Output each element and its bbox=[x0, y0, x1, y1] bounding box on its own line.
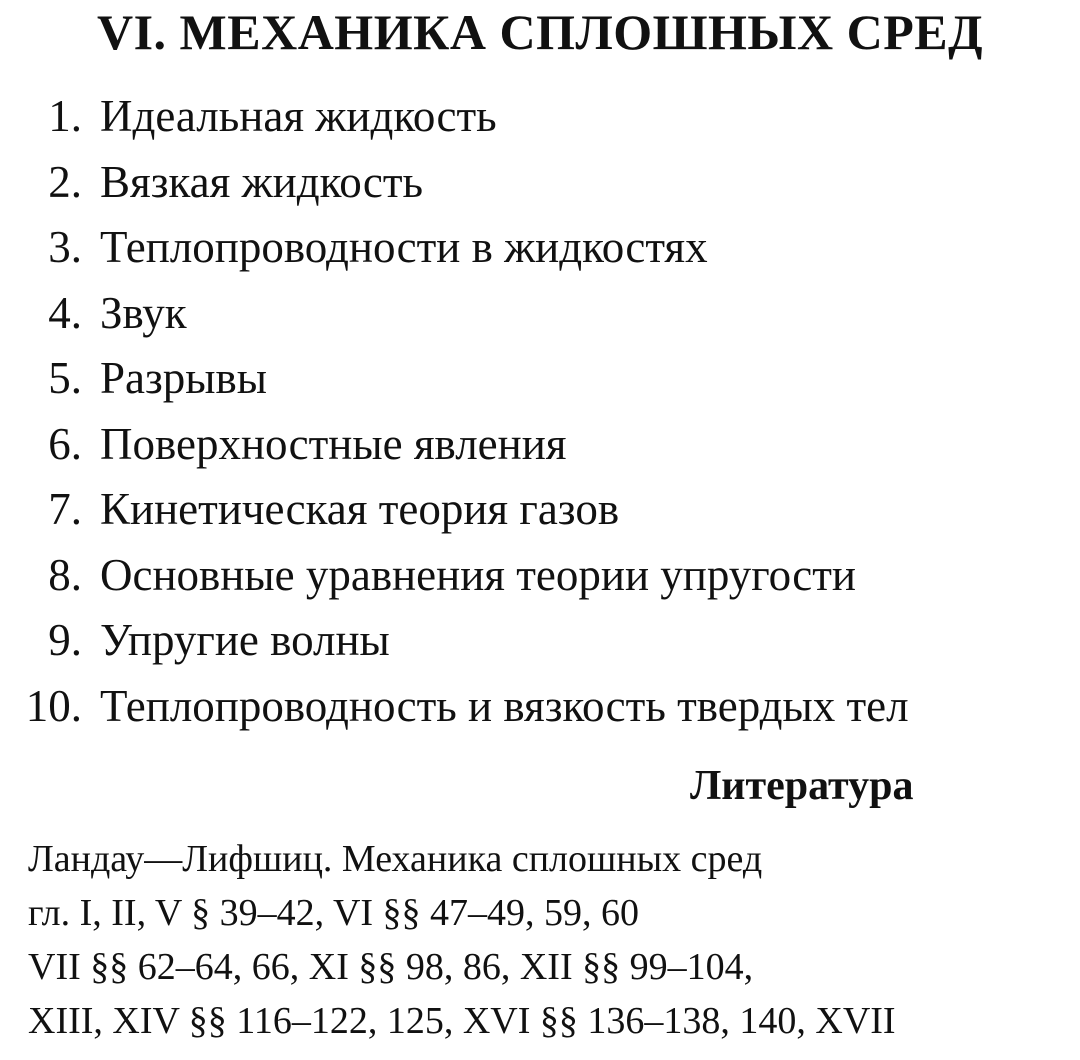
topic-number: 1. bbox=[48, 91, 82, 141]
topic-label: Идеальная жидкость bbox=[100, 91, 497, 141]
topic-label: Кинетическая теория газов bbox=[100, 484, 620, 534]
topic-number: 2. bbox=[48, 156, 82, 207]
topic-item bbox=[0, 477, 1080, 543]
topic-number: 7. bbox=[48, 484, 82, 534]
topic-label: Звук bbox=[100, 287, 187, 338]
topic-number: 6. bbox=[48, 418, 82, 469]
literature-references bbox=[28, 832, 896, 1048]
topic-label: Основные уравнения теории упругости bbox=[100, 549, 856, 600]
topic-number: 4. bbox=[48, 287, 82, 338]
topic-item bbox=[0, 608, 1080, 674]
topic-item bbox=[0, 150, 1080, 216]
reference-line: Ландау—Лифшиц. Механика сплошных сред bbox=[28, 838, 763, 880]
topic-number: 8. bbox=[48, 549, 82, 600]
topic-number: 10. bbox=[25, 680, 82, 731]
topic-label: Теплопроводности в жидкостях bbox=[100, 222, 708, 272]
topic-item bbox=[0, 84, 1080, 150]
topic-label: Вязкая жидкость bbox=[100, 156, 424, 207]
topic-item bbox=[0, 412, 1080, 478]
topic-item bbox=[0, 281, 1080, 347]
topic-label: Упругие волны bbox=[100, 615, 390, 665]
literature-heading: Литература bbox=[690, 763, 914, 809]
reference-line: VII §§ 62–64, 66, XI §§ 98, 86, XII §§ 99–104, bbox=[28, 946, 754, 988]
topic-label: Теплопроводность и вязкость твердых тел bbox=[100, 680, 909, 731]
topic-item bbox=[0, 674, 1080, 740]
topic-item bbox=[0, 543, 1080, 609]
section-title: VI. МЕХАНИКА СПЛОШНЫХ СРЕД bbox=[96, 4, 984, 60]
reference-line: гл. I, II, V § 39–42, VI §§ 47–49, 59, 60 bbox=[28, 892, 640, 934]
topic-number: 9. bbox=[48, 615, 82, 665]
reference-line: XIII, XIV §§ 116–122, 125, XVI §§ 136–138, 140, XVII bbox=[28, 1000, 896, 1042]
topic-label: Поверхностные явления bbox=[100, 418, 567, 469]
topic-number: 5. bbox=[48, 353, 82, 403]
topic-list bbox=[0, 84, 1080, 739]
topic-number: 3. bbox=[48, 222, 82, 272]
topic-item bbox=[0, 215, 1080, 281]
topic-label: Разрывы bbox=[100, 353, 267, 403]
topic-item bbox=[0, 346, 1080, 412]
